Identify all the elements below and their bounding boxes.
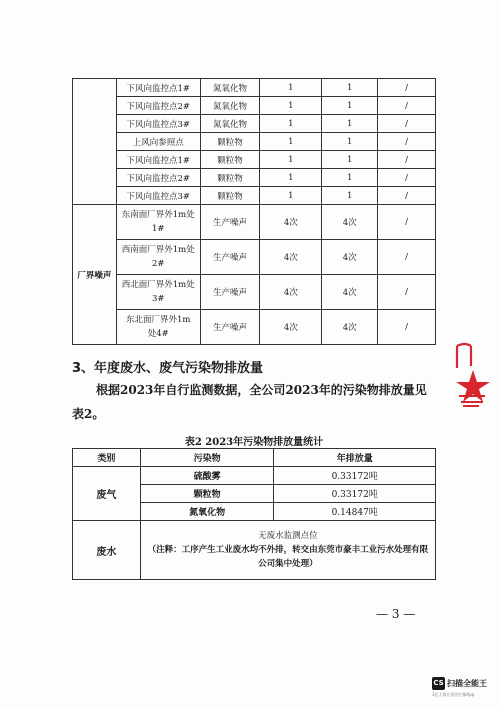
pollutant-cell: 生产噪声 (200, 275, 260, 310)
frequency-cell: 1 (260, 115, 322, 133)
monitor-point-cell: 西南面厂界外1m处2# (116, 240, 200, 275)
pollutant-cell: 氮氧化物 (200, 115, 260, 133)
noise-category-cell: 厂界噪声 (73, 205, 117, 345)
table-row (73, 240, 436, 275)
frequency-cell: 1 (322, 133, 378, 151)
table-header-row (73, 449, 436, 467)
pollutant-cell: 颗粒物 (200, 169, 260, 187)
pollutant-cell: 氮氧化物 (140, 503, 274, 521)
water-category-cell: 废水 (73, 521, 141, 580)
pollutant-cell: 生产噪声 (200, 310, 260, 345)
emission-value-cell: 0.33172吨 (274, 485, 436, 503)
table-row (73, 310, 436, 345)
pollutant-cell: 颗粒物 (200, 133, 260, 151)
header-pollutant: 污染物 (140, 449, 274, 467)
table-row (73, 521, 436, 580)
frequency-cell: 1 (322, 169, 378, 187)
frequency-cell: 4次 (322, 205, 378, 240)
monitor-point-cell: 东南面厂界外1m处1# (116, 205, 200, 240)
frequency-cell: 1 (322, 79, 378, 97)
section-heading: 3、年度废水、废气污染物排放量 (72, 361, 264, 376)
frequency-cell: 4次 (260, 240, 322, 275)
table-row (73, 467, 436, 485)
emission-table (72, 448, 436, 580)
monitor-point-cell: 下风向监控点1# (116, 79, 200, 97)
table-row (73, 187, 436, 205)
frequency-cell: 1 (260, 169, 322, 187)
monitor-point-line1: 东北面厂界外1m (126, 315, 191, 325)
frequency-cell: 1 (260, 79, 322, 97)
table-row (73, 115, 436, 133)
table2-caption: 表2 2023年污染物排放量统计 (184, 437, 324, 448)
monitor-point-cell: 下风向监控点3# (116, 187, 200, 205)
gas-category-cell: 废气 (73, 467, 141, 521)
remark-cell: / (378, 115, 436, 133)
header-category: 类别 (73, 449, 141, 467)
frequency-cell: 1 (260, 187, 322, 205)
remark-cell: / (378, 240, 436, 275)
frequency-cell: 4次 (322, 240, 378, 275)
pollutant-cell: 氮氧化物 (200, 97, 260, 115)
table-row (73, 97, 436, 115)
pollutant-cell: 生产噪声 (200, 240, 260, 275)
cs-app-name: 扫描全能王 (447, 679, 487, 688)
frequency-cell: 1 (322, 187, 378, 205)
remark-cell: / (378, 275, 436, 310)
monitor-point-cell: 下风向监控点3# (116, 115, 200, 133)
frequency-cell: 1 (260, 151, 322, 169)
water-note-cell (140, 521, 435, 580)
remark-cell: / (378, 310, 436, 345)
remark-cell: / (378, 97, 436, 115)
monitor-point-cell: 上风向参照点 (116, 133, 200, 151)
remark-cell: / (378, 133, 436, 151)
pollutant-cell: 颗粒物 (140, 485, 274, 503)
frequency-cell: 4次 (260, 275, 322, 310)
frequency-cell: 4次 (260, 205, 322, 240)
cs-logo-icon: CS (432, 677, 445, 690)
remark-cell: / (378, 151, 436, 169)
table-row (73, 79, 436, 97)
table-row (73, 151, 436, 169)
category-cell-empty (73, 79, 117, 205)
monitor-point-line2: 处4# (147, 329, 169, 339)
frequency-cell: 4次 (260, 310, 322, 345)
remark-cell: / (378, 79, 436, 97)
monitor-point-cell: 下风向监控点2# (116, 169, 200, 187)
emission-value-cell: 0.33172吨 (274, 467, 436, 485)
pollutant-cell: 生产噪声 (200, 205, 260, 240)
monitor-point-cell: 下风向监控点1# (116, 151, 200, 169)
frequency-cell: 1 (322, 97, 378, 115)
water-no-point-text: 无废水监测点位 (258, 531, 318, 541)
page-number: — 3 — (376, 607, 416, 621)
frequency-cell: 4次 (322, 275, 378, 310)
monitor-point-cell: 西北面厂界外1m处3# (116, 275, 200, 310)
monitor-point-cell: 下风向监控点2# (116, 97, 200, 115)
pollutant-cell: 氮氧化物 (200, 79, 260, 97)
camscanner-watermark (432, 677, 496, 703)
emission-value-cell: 0.14847吨 (274, 503, 436, 521)
monitoring-table (72, 78, 436, 345)
section-paragraph: 根据2023年自行监测数据，全公司2023年的污染物排放量见表2。 (72, 383, 427, 421)
table-row (73, 169, 436, 187)
pollutant-cell: 颗粒物 (200, 187, 260, 205)
monitor-point-cell (116, 310, 200, 345)
remark-cell: / (378, 205, 436, 240)
remark-cell: / (378, 169, 436, 187)
cs-app-tagline: 3亿人都在用的扫描App (432, 692, 475, 697)
water-note-text: （注释：工序产生工业废水均不外排，转交由东莞市豪丰工业污水处理有限公司集中处理） (147, 545, 429, 569)
frequency-cell: 1 (260, 97, 322, 115)
frequency-cell: 4次 (322, 310, 378, 345)
frequency-cell: 1 (260, 133, 322, 151)
frequency-cell: 1 (322, 151, 378, 169)
table-row (73, 205, 436, 240)
remark-cell: / (378, 187, 436, 205)
pollutant-cell: 颗粒物 (200, 151, 260, 169)
frequency-cell: 1 (322, 115, 378, 133)
header-annual-emission: 年排放量 (274, 449, 436, 467)
pollutant-cell: 硫酸雾 (140, 467, 274, 485)
table-row (73, 133, 436, 151)
table-row (73, 275, 436, 310)
red-seal-stamp (451, 340, 491, 410)
